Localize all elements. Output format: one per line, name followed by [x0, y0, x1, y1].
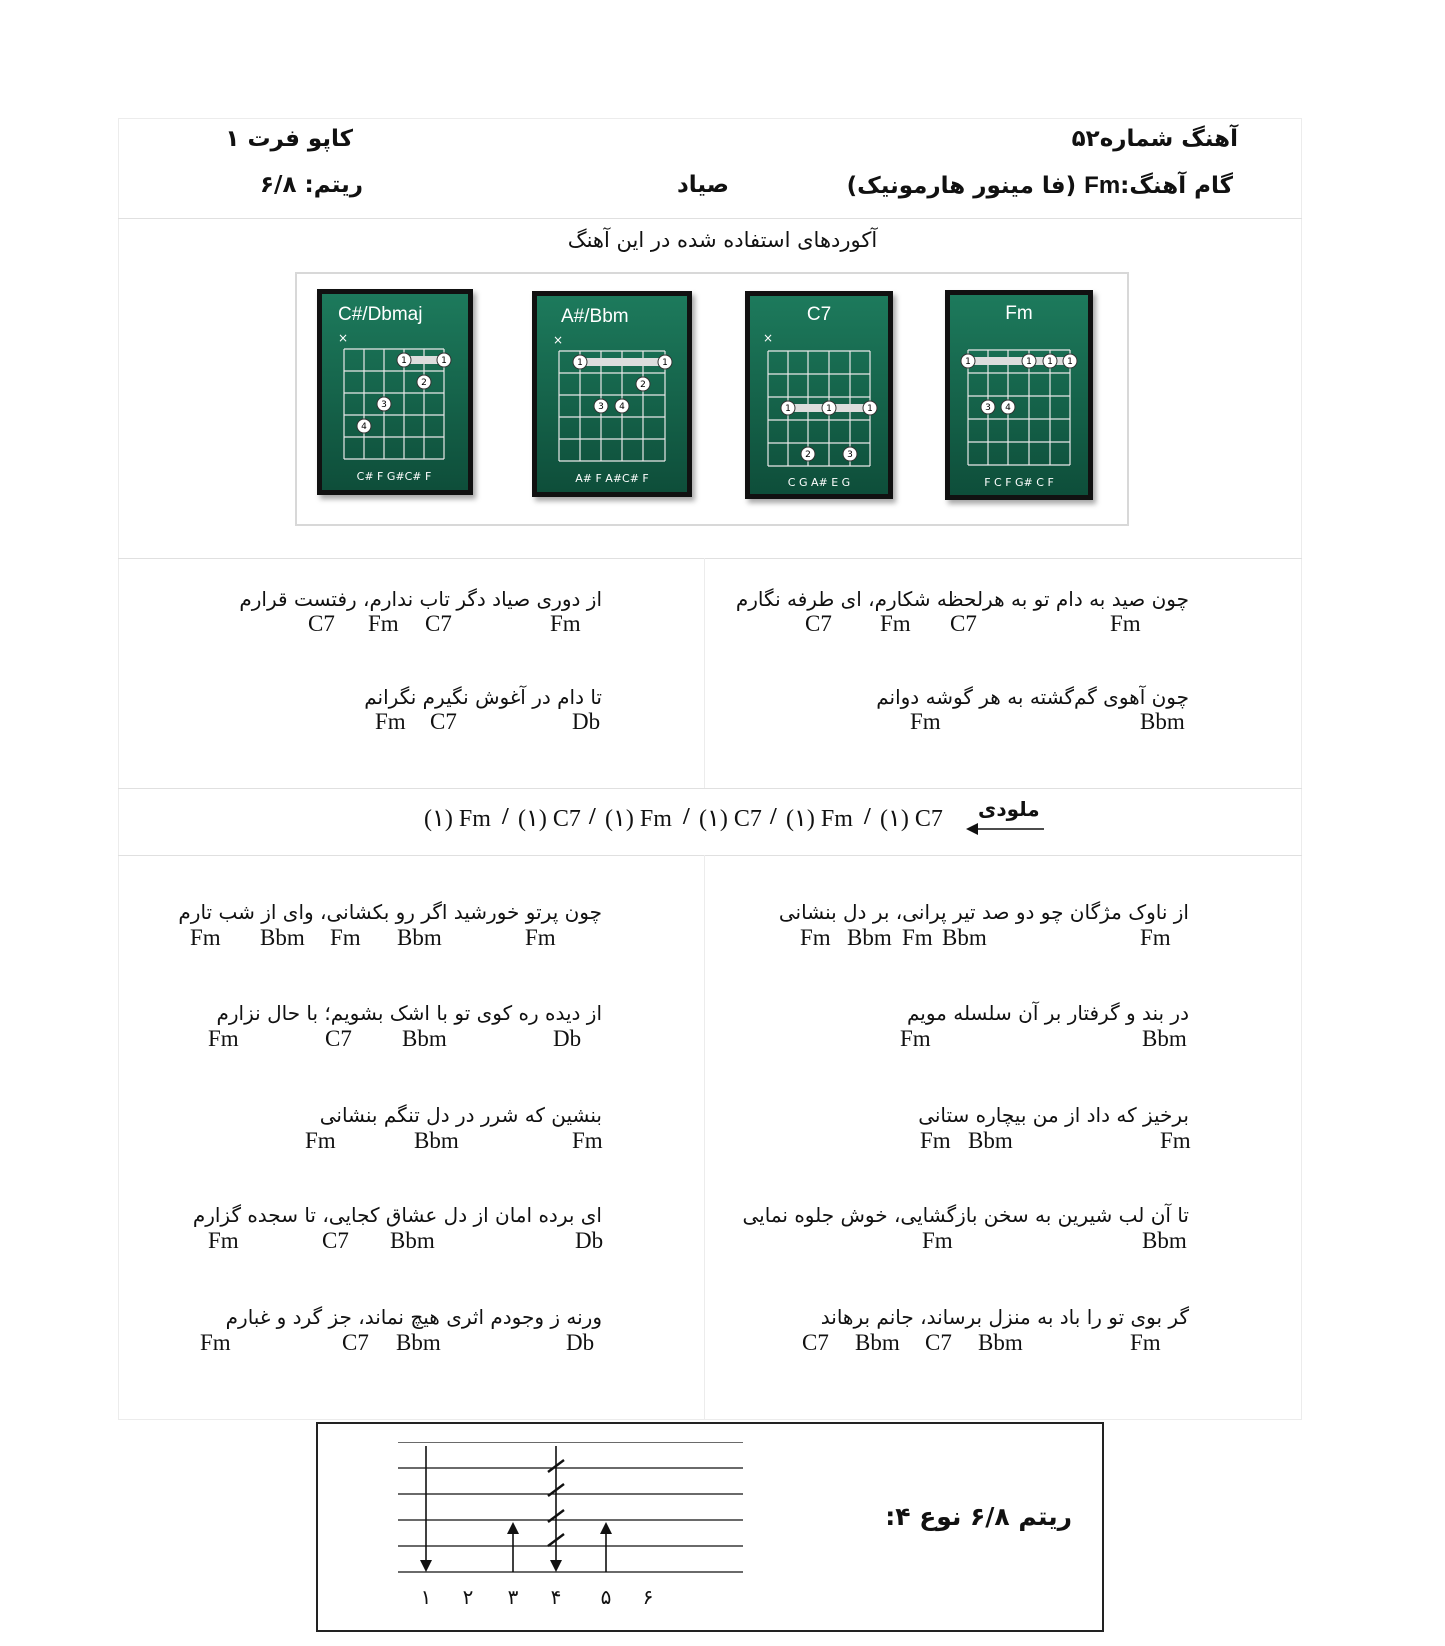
- chord-name: A#/Bbm: [561, 306, 629, 327]
- chord-label: Fm: [330, 925, 361, 950]
- melody-separator: /: [864, 804, 871, 830]
- chord-notes: C# F G#C# F: [356, 470, 432, 483]
- chord-label: Fm: [1130, 1330, 1161, 1355]
- chord-label: Fm: [208, 1026, 239, 1051]
- svg-text:1: 1: [662, 358, 668, 368]
- svg-text:1: 1: [826, 404, 832, 414]
- song-key: [847, 172, 1233, 200]
- chord-label: Fm: [572, 1128, 603, 1153]
- beat-number: ۶: [642, 1585, 654, 1609]
- svg-text:4: 4: [1005, 403, 1011, 413]
- chord-label: Fm: [375, 709, 406, 734]
- svg-text:1: 1: [1026, 357, 1032, 367]
- chord-notes: A# F A#C# F: [575, 472, 649, 485]
- chord-label: Bbm: [942, 925, 987, 950]
- chord-label: Bbm: [1142, 1026, 1187, 1051]
- chord-label: Fm: [1160, 1128, 1191, 1153]
- key-chord: Fm: [1084, 172, 1121, 199]
- chord-label: Bbm: [978, 1330, 1023, 1355]
- melody-chord-item: (۱) Fm: [605, 806, 672, 832]
- lyric-line: از ناوک مژگان چو دو صد تیر پرانی، بر دل بنشانی: [778, 900, 1189, 924]
- chord-label: C7: [950, 611, 977, 636]
- chord-chart-bbm: [532, 291, 692, 497]
- chord-label: Bbm: [397, 925, 442, 950]
- melody-chord-item: (۱) C7: [880, 806, 943, 832]
- chord-label: C7: [308, 611, 335, 636]
- svg-text:2: 2: [421, 378, 427, 388]
- chord-label: Fm: [900, 1026, 931, 1051]
- svg-text:1: 1: [1047, 357, 1053, 367]
- melody-label: ملودی: [978, 797, 1040, 821]
- beat-number: ۱: [420, 1585, 432, 1609]
- lyric-line: ورنه ز وجودم اثری هیچ نماند، جز گرد و غبارم: [225, 1305, 602, 1329]
- chord-label: Bbm: [402, 1026, 447, 1051]
- beat-number: ۵: [600, 1585, 612, 1609]
- svg-text:2: 2: [805, 450, 811, 460]
- svg-text:×: ×: [338, 331, 349, 345]
- chord-label: C7: [802, 1330, 829, 1355]
- chord-label: Fm: [368, 611, 399, 636]
- svg-text:3: 3: [985, 403, 991, 413]
- svg-text:1: 1: [867, 404, 873, 414]
- key-description: (فا مینور هارمونیک): [846, 173, 1077, 199]
- chords-section-title: آکوردهای استفاده شده در این آهنگ: [567, 228, 878, 252]
- chord-label: C7: [430, 709, 457, 734]
- song-number: آهنگ شماره۵۲: [1071, 126, 1238, 152]
- lyric-line: از دوری صیاد دگر تاب ندارم، رفتست قرارم: [239, 587, 602, 611]
- chord-label: C7: [925, 1330, 952, 1355]
- svg-text:3: 3: [847, 450, 853, 460]
- chord-label: Bbm: [1142, 1228, 1187, 1253]
- chord-label: Db: [553, 1026, 582, 1051]
- svg-text:1: 1: [401, 356, 407, 366]
- chord-label: C7: [325, 1026, 352, 1051]
- key-label: گام آهنگ:: [1120, 173, 1233, 199]
- lyric-line: از دیده ره کوی تو با اشک بشویم؛ با حال نزارم: [216, 1001, 602, 1025]
- strum-pattern-diagram: [398, 1442, 748, 1632]
- melody-chord-item: (۱) Fm: [424, 806, 491, 832]
- rhythm-pattern-label: ریتم ۶/۸ نوع ۴:: [885, 1502, 1072, 1531]
- divider: [118, 218, 1302, 219]
- lyric-line: در بند و گرفتار بر آن سلسله مویم: [906, 1001, 1189, 1025]
- chord-chart-dbmaj: [317, 289, 473, 495]
- chord-label: Db: [566, 1330, 595, 1355]
- beat-number: ۴: [550, 1585, 562, 1609]
- chord-label: Fm: [1110, 611, 1141, 636]
- rhythm-meter: ریتم: ۶/۸: [260, 172, 363, 198]
- chord-label: Fm: [305, 1128, 336, 1153]
- chord-chart-c7: [745, 291, 893, 499]
- chord-label: Fm: [800, 925, 831, 950]
- chord-label: C7: [342, 1330, 369, 1355]
- divider: [118, 855, 1302, 856]
- melody-separator: /: [589, 804, 596, 830]
- chord-name: Fm: [1005, 303, 1033, 324]
- arrow-left-icon: [966, 822, 1046, 836]
- lyric-line: ای برده امان از دل عشاق کجایی، تا سجده گزارم: [192, 1203, 602, 1227]
- chord-label: Fm: [200, 1330, 231, 1355]
- divider: [118, 558, 1302, 559]
- chord-label: Fm: [920, 1128, 951, 1153]
- svg-text:1: 1: [441, 356, 447, 366]
- melody-chord-item: (۱) C7: [518, 806, 581, 832]
- chord-label: Fm: [208, 1228, 239, 1253]
- chord-label: Bbm: [396, 1330, 441, 1355]
- svg-text:4: 4: [619, 402, 625, 412]
- song-title: صیاد: [676, 172, 729, 198]
- chord-notes: F C F G# C F: [984, 476, 1054, 489]
- svg-text:×: ×: [763, 331, 774, 345]
- chord-label: Fm: [902, 925, 933, 950]
- lyric-line: چون پرتو خورشید اگر رو بکشانی، وای از شب تارم: [178, 900, 602, 924]
- chord-label: Db: [572, 709, 601, 734]
- lyric-line: برخیز که داد از من بیچاره ستانی: [918, 1103, 1189, 1127]
- chord-label: Fm: [910, 709, 941, 734]
- chord-label: Bbm: [1140, 709, 1185, 734]
- lyric-line: چون صید به دام تو به هرلحظه شکارم، ای طرفه نگارم: [735, 587, 1189, 611]
- capo-info: کاپو فرت ۱: [225, 126, 353, 152]
- melody-separator: /: [770, 804, 777, 830]
- rhythm-pattern-box: [316, 1422, 1104, 1632]
- melody-chord-item: (۱) Fm: [786, 806, 853, 832]
- column-divider: [704, 855, 705, 1420]
- chord-label: Fm: [550, 611, 581, 636]
- chord-label: Fm: [1140, 925, 1171, 950]
- svg-text:1: 1: [577, 358, 583, 368]
- chord-notes: C G A# E G: [787, 476, 851, 489]
- melody-separator: /: [502, 804, 509, 830]
- chord-label: Bbm: [260, 925, 305, 950]
- chord-name: C7: [806, 304, 832, 325]
- beat-number: ۲: [462, 1585, 474, 1609]
- chord-label: Bbm: [855, 1330, 900, 1355]
- lyric-line: چون آهوی گم‌گشته به هر گوشه دوانم: [876, 685, 1189, 709]
- chord-label: C7: [322, 1228, 349, 1253]
- svg-text:3: 3: [598, 402, 604, 412]
- svg-text:×: ×: [553, 333, 564, 347]
- svg-text:2: 2: [640, 380, 646, 390]
- svg-text:1: 1: [1067, 357, 1073, 367]
- chord-label: Fm: [190, 925, 221, 950]
- chord-label: Fm: [525, 925, 556, 950]
- lyric-line: تا آن لب شیرین به سخن بازگشایی، خوش جلوه نمایی: [742, 1203, 1189, 1227]
- svg-text:3: 3: [381, 400, 387, 410]
- melody-separator: /: [683, 804, 690, 830]
- beat-number: ۳: [507, 1585, 519, 1609]
- lyric-line: تا دام در آغوش نگیرم نگرانم: [364, 685, 602, 709]
- chord-label: Db: [575, 1228, 604, 1253]
- chord-label: C7: [425, 611, 452, 636]
- chord-label: Fm: [880, 611, 911, 636]
- chord-label: Bbm: [390, 1228, 435, 1253]
- chord-label: Bbm: [414, 1128, 459, 1153]
- svg-text:1: 1: [965, 357, 971, 367]
- chord-chart-fm: [945, 290, 1093, 500]
- chord-label: Bbm: [847, 925, 892, 950]
- svg-text:1: 1: [785, 404, 791, 414]
- column-divider: [704, 558, 705, 788]
- chord-label: C7: [805, 611, 832, 636]
- svg-text:4: 4: [361, 422, 367, 432]
- divider: [118, 788, 1302, 789]
- melody-chord-item: (۱) C7: [699, 806, 762, 832]
- lyric-line: گر بوی تو را باد به منزل برساند، جانم برهاند: [820, 1305, 1189, 1329]
- chord-name: C#/Dbmaj: [338, 304, 423, 325]
- chord-label: Bbm: [968, 1128, 1013, 1153]
- chord-label: Fm: [922, 1228, 953, 1253]
- lyric-line: بنشین که شرر در دل تنگم بنشانی: [319, 1103, 602, 1127]
